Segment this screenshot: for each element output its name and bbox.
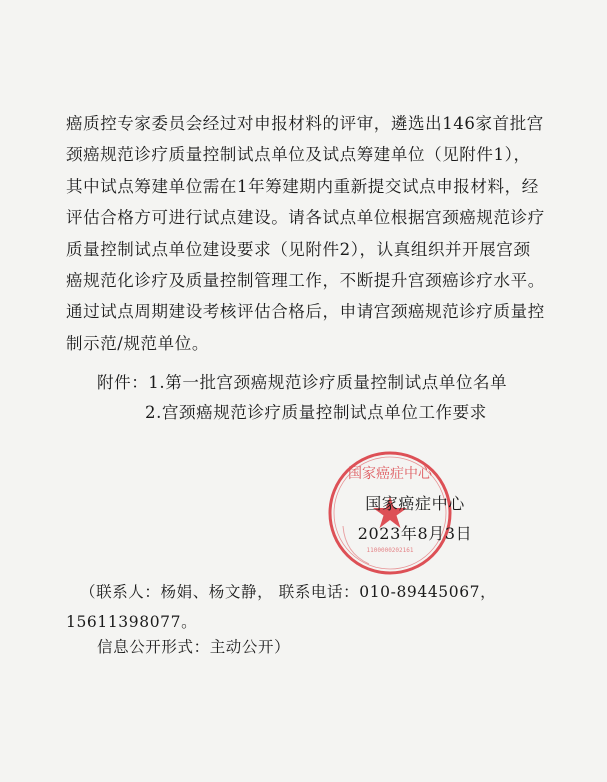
disclosure-line: 信息公开形式：主动公开） bbox=[97, 638, 291, 656]
body-line: 制示范/规范单位。 bbox=[66, 333, 209, 353]
svg-text:1100000202161: 1100000202161 bbox=[366, 547, 414, 554]
disclosure-note bbox=[97, 632, 557, 663]
body-line: 癌质控专家委员会经过对申报材料的评审，遴选出146家首批宫 bbox=[66, 114, 544, 133]
attachments bbox=[97, 368, 557, 428]
body-line: 评估合格方可进行试点建设。请各试点单位根据宫颈癌规范诊疗 bbox=[66, 208, 545, 228]
signature-block bbox=[340, 489, 490, 549]
body-line: 其中试点筹建单位需在1年筹建期内重新提交试点申报材料，经 bbox=[66, 176, 539, 196]
notice-body bbox=[66, 108, 545, 359]
body-line: 质量控制试点单位建设要求（见附件2），认真组织并开展宫颈 bbox=[66, 239, 531, 259]
body-line: 通过试点周期建设考核评估合格后，申请宫颈癌规范诊疗质量控 bbox=[66, 302, 545, 322]
contact-line: （联系人：杨娟、杨文静， 联系电话：010-89445067， bbox=[80, 583, 497, 601]
issue-date: 2023年8月3日 bbox=[357, 524, 473, 543]
svg-text:国家癌症中心: 国家癌症中心 bbox=[348, 466, 432, 482]
contact-phone: 15611398077。 bbox=[66, 613, 198, 631]
issuing-organization: 国家癌症中心 bbox=[365, 494, 465, 513]
attachment-item-1: 附件：1.第一批宫颈癌规范诊疗质量控制试点单位名单 bbox=[97, 373, 508, 392]
contact-info bbox=[66, 577, 560, 637]
body-line: 癌规范化诊疗及质量控制管理工作，不断提升宫颈癌诊疗水平。 bbox=[66, 270, 545, 290]
attachment-item-2: 2.宫颈癌规范诊疗质量控制试点单位工作要求 bbox=[145, 403, 487, 422]
body-line: 颈癌规范诊疗质量控制试点单位及试点筹建单位（见附件1）， bbox=[66, 145, 531, 165]
